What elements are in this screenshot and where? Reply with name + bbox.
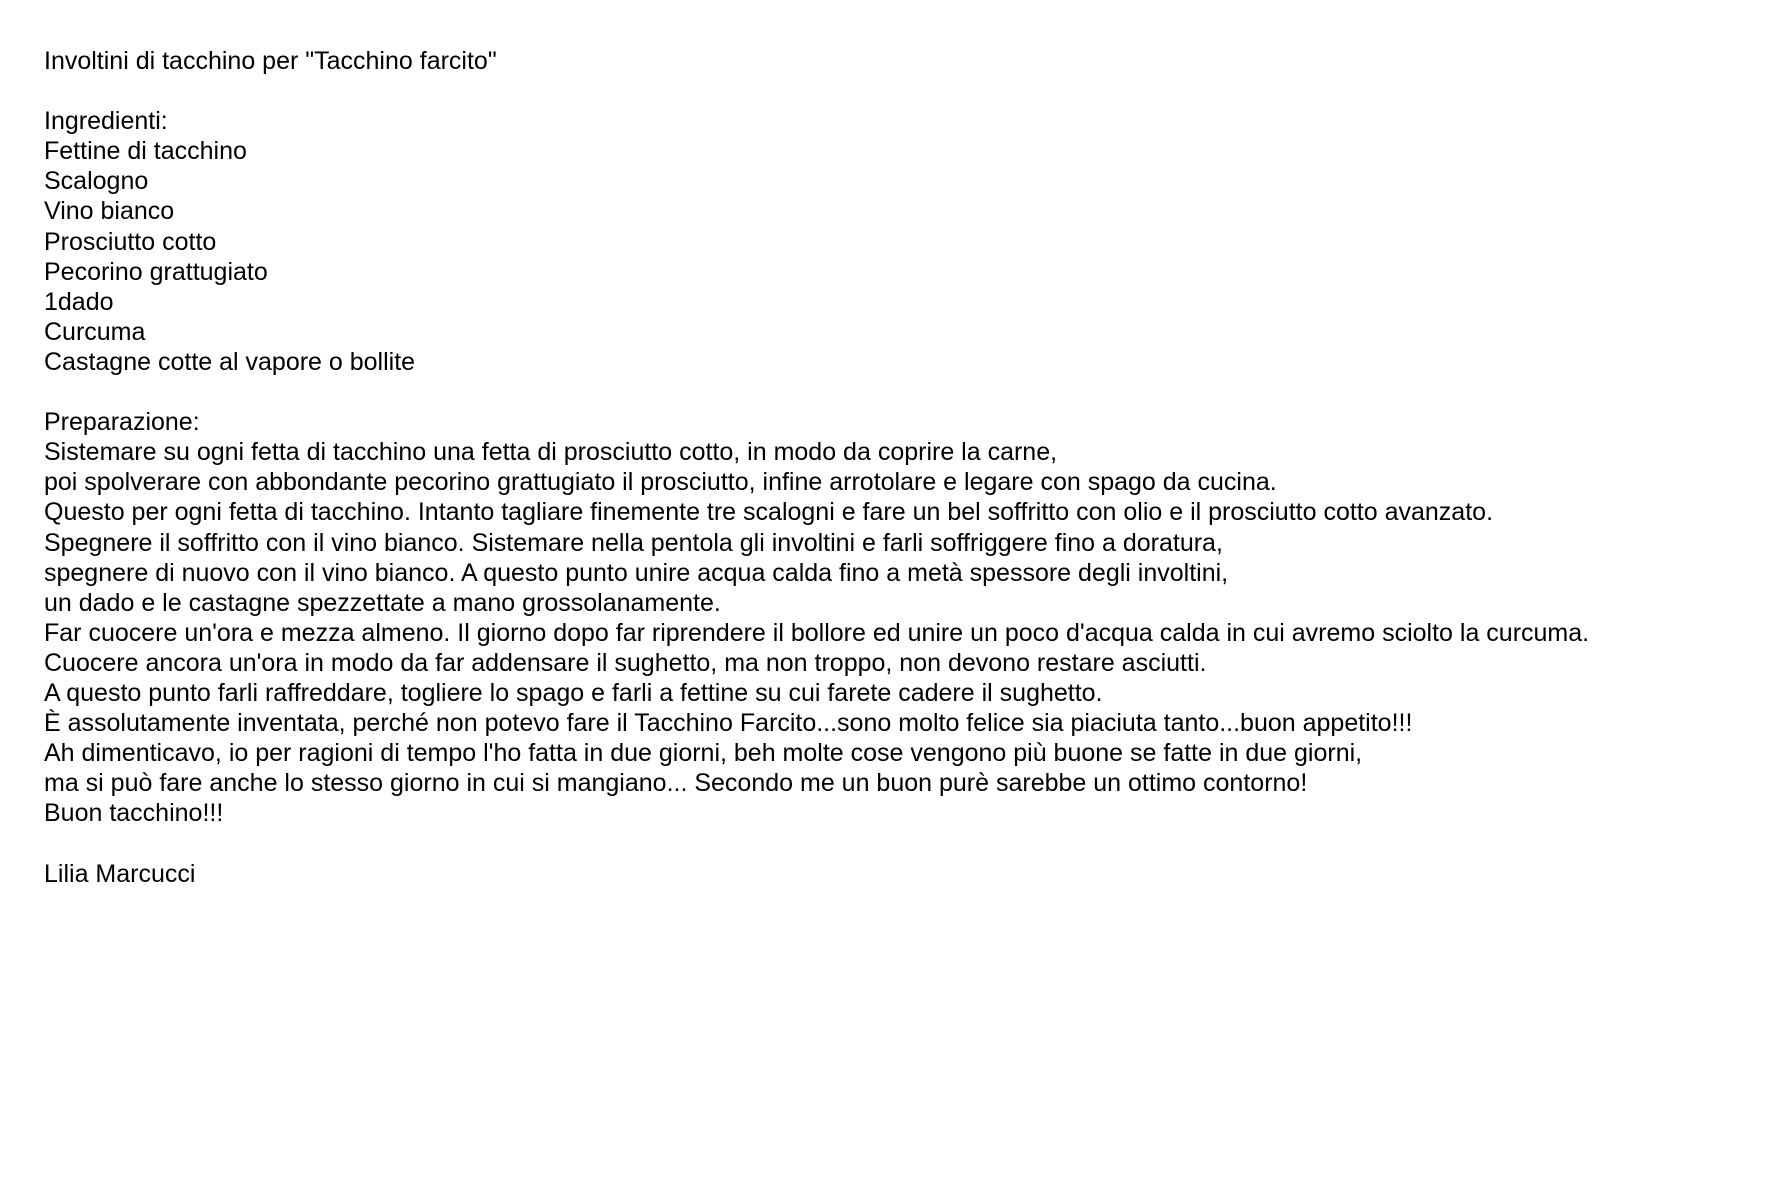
ingredient-item: Scalogno bbox=[44, 167, 149, 196]
spacer bbox=[44, 76, 1752, 106]
preparation-section bbox=[44, 407, 1752, 828]
ingredient-item: Curcuma bbox=[44, 317, 146, 346]
preparation-line: ma si può fare anche lo stesso giorno in cui si mangiano... Secondo me un buon purè sarebbe un ottimo contorno! bbox=[44, 769, 1308, 798]
preparation-line: Spegnere il soffritto con il vino bianco. Sistemare nella pentola gli involtini e farli soffriggere fino a doratura, bbox=[44, 528, 1223, 557]
preparation-line: Questo per ogni fetta di tacchino. Intanto tagliare finemente tre scalogni e fare un bel soffritto con olio e il prosciutto cotto avanzato. bbox=[44, 498, 1494, 527]
ingredients-section bbox=[44, 106, 1752, 377]
spacer bbox=[44, 828, 1752, 858]
preparation-line: Cuocere ancora un'ora in modo da far addensare il sughetto, ma non troppo, non devono restare asciutti. bbox=[44, 648, 1207, 677]
ingredient-item: Castagne cotte al vapore o bollite bbox=[44, 347, 416, 376]
recipe-title: Involtini di tacchino per "Tacchino farcito" bbox=[44, 47, 497, 75]
ingredient-item: Vino bianco bbox=[44, 197, 175, 226]
preparation-line: poi spolverare con abbondante pecorino grattugiato il prosciutto, infine arrotolare e legare con spago da cucina. bbox=[44, 468, 1277, 497]
ingredient-item: 1dado bbox=[44, 287, 114, 316]
preparation-line: A questo punto farli raffreddare, togliere lo spago e farli a fettine su cui farete cadere il sughetto. bbox=[44, 678, 1103, 707]
ingredient-item: Fettine di tacchino bbox=[44, 137, 247, 166]
recipe-document bbox=[44, 46, 1752, 889]
preparation-heading: Preparazione: bbox=[44, 408, 200, 437]
ingredients-heading: Ingredienti: bbox=[44, 107, 168, 136]
preparation-line: Buon tacchino!!! bbox=[44, 799, 224, 828]
ingredient-item: Pecorino grattugiato bbox=[44, 257, 268, 286]
preparation-line: spegnere di nuovo con il vino bianco. A questo punto unire acqua calda fino a metà spessore degli involtini, bbox=[44, 558, 1229, 587]
author-name: Lilia Marcucci bbox=[44, 859, 196, 888]
preparation-line: Ah dimenticavo, io per ragioni di tempo l'ho fatta in due giorni, beh molte cose vengono più buone se fatte in due giorni, bbox=[44, 739, 1363, 768]
preparation-line: È assolutamente inventata, perché non potevo fare il Tacchino Farcito...sono molto felice sia piaciuta tanto...buon appetito!!! bbox=[44, 709, 1413, 738]
spacer bbox=[44, 377, 1752, 407]
preparation-line: Far cuocere un'ora e mezza almeno. Il giorno dopo far riprendere il bollore ed unire un poco d'acqua calda in cui avremo sciolto la curcuma. bbox=[44, 618, 1590, 647]
preparation-line: Sistemare su ogni fetta di tacchino una fetta di prosciutto cotto, in modo da coprire la carne, bbox=[44, 438, 1058, 467]
ingredient-item: Prosciutto cotto bbox=[44, 227, 217, 256]
preparation-line: un dado e le castagne spezzettate a mano grossolanamente. bbox=[44, 588, 721, 617]
